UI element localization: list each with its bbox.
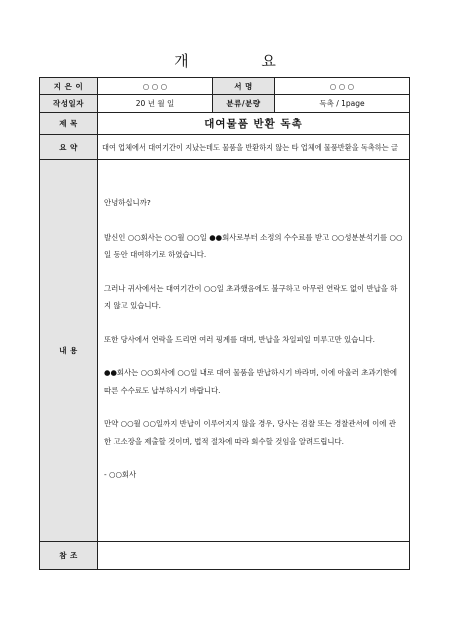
document-title: 개 요	[174, 52, 310, 70]
summary-label: 요 약	[40, 135, 98, 160]
date-row	[40, 95, 410, 113]
letter-paragraph-4: ●●회사는 ○○회사에 ○○일 내로 대여 물품을 반납하시기 바라며, 이에 아울러 초과기한에 따른 수수료도 납부하시기 바랍니다.	[104, 368, 397, 395]
date-label: 작성일자	[40, 95, 98, 113]
author-label: 지 은 이	[40, 78, 98, 95]
date-value: 20 년 월 일	[98, 95, 213, 113]
content-label: 내 용	[40, 160, 98, 542]
letter-paragraph-5: 만약 ○○월 ○○일까지 반납이 이루어지지 않을 경우, 당사는 검찰 또는 경찰관서에 이에 관한 고소장을 제출할 것이며, 법적 절차에 따라 회수할 것임을 알려드립니다.	[104, 419, 396, 446]
letter-paragraph-2: 그러나 귀사에서는 대여기간이 ○○일 초과했음에도 불구하고 아무런 연락도 없이 반납을 하지 않고 있습니다.	[104, 283, 398, 310]
subject-value: 대여물품 반환 독촉	[98, 113, 410, 135]
reference-value	[98, 542, 410, 570]
summary-row	[40, 135, 410, 160]
reference-row	[40, 542, 410, 570]
author-value: ○ ○ ○	[98, 78, 213, 95]
letter-paragraph-1: 발신인 ○○회사는 ○○월 ○○일 ●●회사로부터 소정의 수수료를 받고 ○○성분분석기를 ○○일 동안 대여하기로 하였습니다.	[104, 232, 403, 259]
category-value: 독촉 / 1page	[275, 95, 410, 113]
letter-closing: - ○○회사	[104, 470, 137, 479]
category-label: 분류/분량	[213, 95, 275, 113]
content-row	[40, 160, 410, 542]
signature-label: 서 명	[213, 78, 275, 95]
letter-paragraph-3: 또한 당사에서 연락을 드리면 여러 핑계를 대며, 반납을 차일피일 미루고만 있습니다.	[104, 334, 375, 344]
reference-label: 참 조	[40, 542, 98, 570]
summary-value: 대여 업체에서 대여기간이 지났는데도 물품을 반환하지 않는 타 업체에 물품반환을 독촉하는 글	[98, 135, 410, 160]
signature-value: ○ ○ ○	[275, 78, 410, 95]
subject-row	[40, 113, 410, 135]
overview-form-table	[39, 77, 410, 570]
author-row	[40, 78, 410, 95]
letter-greeting: 안녕하십니까?	[104, 198, 151, 207]
letter-body	[98, 160, 410, 542]
subject-label: 제 목	[40, 113, 98, 135]
